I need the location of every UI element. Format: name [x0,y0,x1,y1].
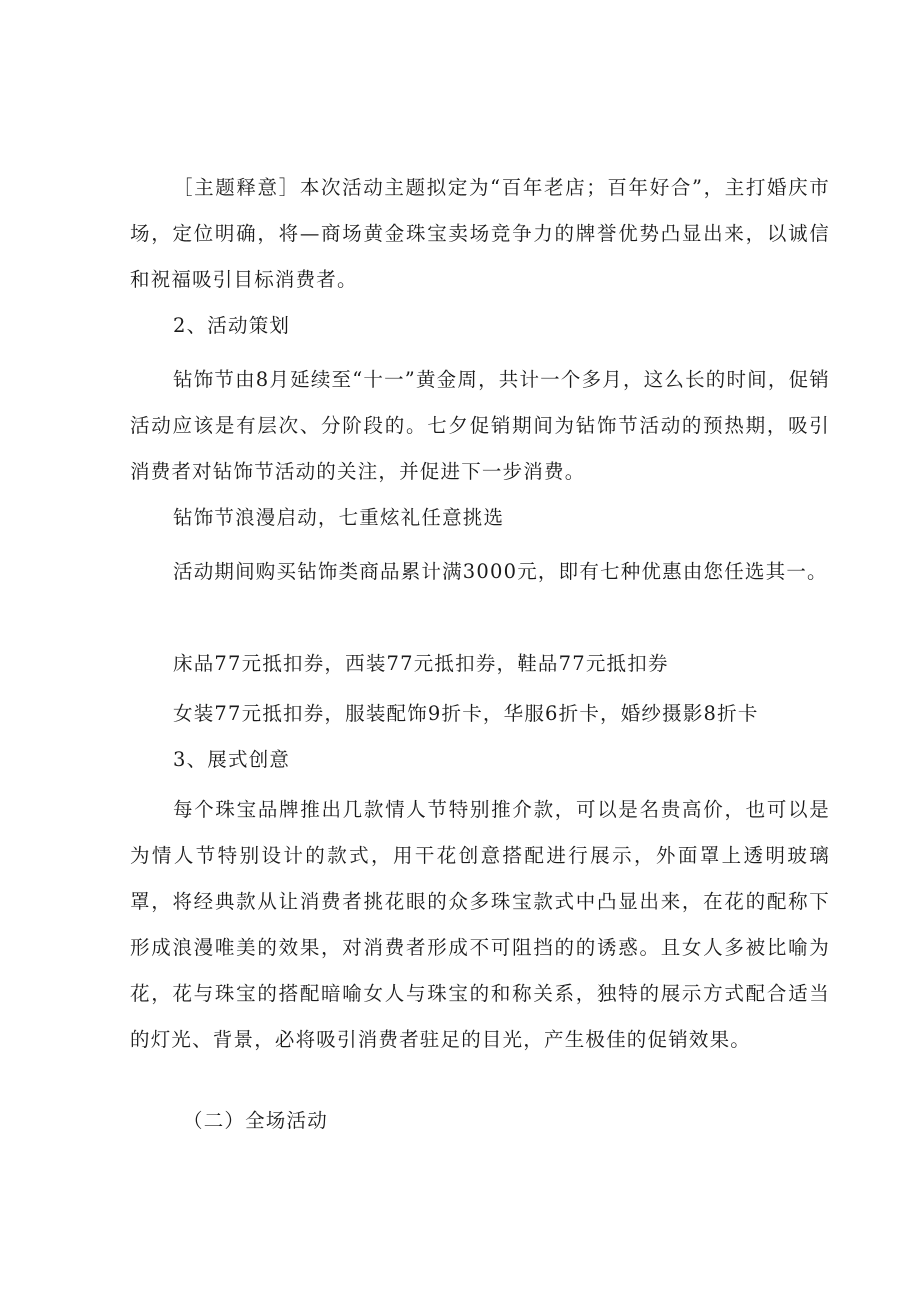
heading-activity-planning: 2、活动策划 [173,314,291,337]
heading-display-creative: 3、展式创意 [173,748,291,771]
paragraph-theme-meaning: ［主题释意］本次活动主题拟定为“百年老店；百年好合”，主打婚庆市场，定位明确，将—商场黄金珠宝卖场竞争力的牌誉优势凸显出来，以诚信和祝福吸引目标消费者。 [130,176,830,291]
paragraph-vouchers-2: 女装77元抵扣券，服装配饰9折卡，华服6折卡，婚纱摄影8折卡 [173,702,759,725]
heading-storewide-activity: （二）全场活动 [183,1109,328,1132]
paragraph-diamond-festival: 钻饰节由8月延续至“十一”黄金周，共计一个多月，这么长的时间，促销活动应该是有层次、分阶段的。七夕促销期间为钻饰节活动的预热期，吸引消费者对钻饰节活动的关注，并促进下一步消费。 [130,368,830,483]
paragraph-vouchers-1: 床品77元抵扣券，西装77元抵扣券，鞋品77元抵扣券 [173,652,669,675]
paragraph-display-description: 每个珠宝品牌推出几款情人节特别推介款，可以是名贵高价，也可以是为情人节特别设计的款式，用干花创意搭配进行展示，外面罩上透明玻璃罩，将经典款从让消费者挑花眼的众多珠宝款式中凸显出来，在花的配称下形成浪漫唯美的效果，对消费者形成不可阻挡的的诱惑。且女人多被比喻为花，花与珠宝的搭配暗喻女人与珠宝的和称关系，独特的展示方式配合适当的灯光、背景，必将吸引消费者驻足的目光，产生极佳的促销效果。 [130,798,830,1051]
paragraph-romantic-launch: 钻饰节浪漫启动，七重炫礼任意挑选 [173,506,505,529]
paragraph-purchase-offer: 活动期间购买钻饰类商品累计满3000元，即有七种优惠由您任选其一。 [173,560,828,583]
